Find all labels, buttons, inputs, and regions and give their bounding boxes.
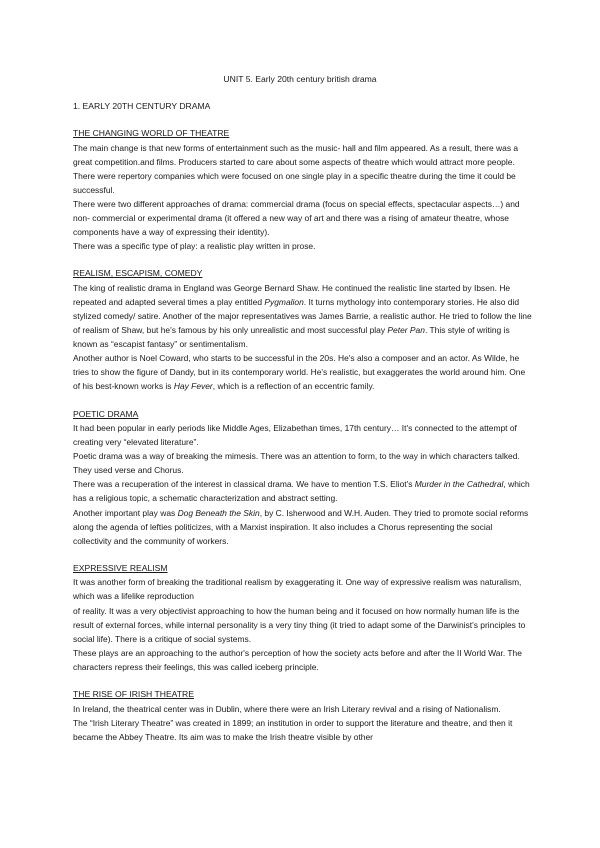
paragraph bbox=[73, 716, 533, 744]
text-run: . This style of writing is known as “escapist fantasy” or sentimentalism. bbox=[73, 325, 510, 350]
paragraph bbox=[73, 646, 533, 674]
work-title: Pygmalion bbox=[264, 296, 304, 307]
text-run: of reality. It was a very objectivist approaching to how the human being and it focused on how normally human life is the result of external forces, while internal personality is a very tiny thing (it tried to adapt some of the Darwinist's principles to social life). There is a critique of social systems. bbox=[73, 605, 526, 644]
section-text bbox=[73, 141, 533, 254]
text-run: Another important play was bbox=[73, 507, 178, 518]
work-title: Peter Pan bbox=[387, 325, 425, 336]
section-heading: POETIC DRAMA bbox=[73, 408, 139, 419]
section-heading: EXPRESSIVE REALISM bbox=[73, 562, 168, 573]
work-title: Hay Fever bbox=[173, 381, 213, 392]
paragraph bbox=[73, 239, 533, 253]
section-poetic-drama bbox=[73, 409, 533, 548]
section-realism bbox=[73, 268, 533, 393]
section-heading: THE RISE OF IRISH THEATRE bbox=[73, 689, 194, 699]
section-text bbox=[73, 281, 533, 394]
unit-title: UNIT 5. Early 20th century british drama bbox=[223, 74, 377, 84]
text-run: , by C. Isherwood and W.H. Auden. They tried to promote social reforms along the agenda of lefties politicizes, with a Marxist inspiration. It also includes a Chorus representing the social collectivity and the community of workers. bbox=[73, 507, 529, 546]
text-run: Poetic drama was a way of breaking the mimesis. There was an attention to form, to the way in which characters talked. They used verse and Chorus. bbox=[73, 451, 520, 476]
text-run: In Ireland, the theatrical center was in Dublin, where there were an Irish Literary revival and a rising of Nationalism. bbox=[73, 703, 501, 714]
paragraph bbox=[73, 421, 533, 449]
paragraph bbox=[73, 351, 533, 393]
text-run: There was a recuperation of the interest in classical drama. We have to mention T.S. Eliot's bbox=[73, 479, 415, 490]
paragraph bbox=[73, 449, 533, 477]
text-run: There was a specific type of play: a realistic play written in prose. bbox=[73, 241, 316, 252]
paragraph bbox=[73, 141, 533, 197]
text-run: These plays are an approaching to the author's perception of how the society acts before and after the II World War. The characters repress their feelings, this was called iceberg principle. bbox=[73, 647, 522, 672]
document-body bbox=[73, 128, 533, 759]
work-title: Murder in the Cathedral bbox=[414, 479, 504, 490]
paragraph bbox=[73, 281, 533, 351]
text-run: , which is a reflection of an eccentric family. bbox=[212, 381, 375, 392]
paragraph bbox=[73, 197, 533, 239]
work-title: Dog Beneath the Skin bbox=[177, 507, 260, 518]
section-heading: REALISM, ESCAPISM, COMEDY bbox=[73, 268, 203, 279]
text-run: There were two different approaches of drama: commercial drama (focus on special effects, spectacular aspects…) and non- commercial or experimental drama (it offered a new way of art and there was a rising of amateur theatre, whose components have a way of expressing their identity). bbox=[73, 198, 520, 238]
text-run: It had been popular in early periods like Middle Ages, Elizabethan times, 17th century… It's connected to the attempt of creating very “elevated literature”. bbox=[73, 423, 517, 448]
section-expressive-realism bbox=[73, 563, 533, 674]
text-run: . It turns mythology into contemporary stories. He also did stylized comedy/ satire. Another of the major representatives was James Barrie, a realistic author. He tried to follow the line of realism of Shaw, but he's famous by his only unrealistic and most successful play bbox=[73, 296, 532, 336]
section-text bbox=[73, 421, 533, 548]
section-changing-world bbox=[73, 128, 533, 253]
section-text bbox=[73, 702, 533, 744]
text-run: It was another form of breaking the traditional realism by exaggerating it. One way of expressive realism was naturalism, which was a lifelike reproduction bbox=[73, 577, 522, 602]
text-run: The “Irish Literary Theatre” was created in 1899; an institution in order to support the literature and theatre, and then it became the Abbey Theatre. Its aim was to make the Irish theatre visible by other bbox=[73, 717, 513, 742]
section-irish-theatre bbox=[73, 689, 533, 744]
paragraph bbox=[73, 604, 533, 646]
chapter-title: 1. EARLY 20TH CENTURY DRAMA bbox=[73, 101, 211, 111]
text-run: Another author is Noel Coward, who starts to be successful in the 20s. He's also a composer and an actor. As Wilde, he tries to show the figure of Dandy, but in its contemporary world. He's realistic, but exaggerates the world around him. One of his best-known works is bbox=[73, 353, 526, 392]
section-heading: THE CHANGING WORLD OF THEATRE bbox=[73, 128, 230, 138]
text-run: The main change is that new forms of entertainment such as the music- hall and film appeared. As a result, there was a great competition.and films. Producers started to care about some aspects of theatre which would attract more people. There were repertory companies which were focused on one single play in a specific theatre during the time it could be successful. bbox=[73, 142, 519, 195]
paragraph bbox=[73, 506, 533, 548]
paragraph bbox=[73, 575, 533, 603]
paragraph bbox=[73, 477, 533, 505]
paragraph bbox=[73, 702, 533, 716]
text-run: The king of realistic drama in England was George Bernard Shaw. He continued the realistic line started by Ibsen. He repeated and adapted several times a play entitled bbox=[73, 282, 511, 307]
section-text bbox=[73, 575, 533, 674]
text-run: , which has a religious topic, a schematic characterization and abstract setting. bbox=[73, 479, 530, 504]
